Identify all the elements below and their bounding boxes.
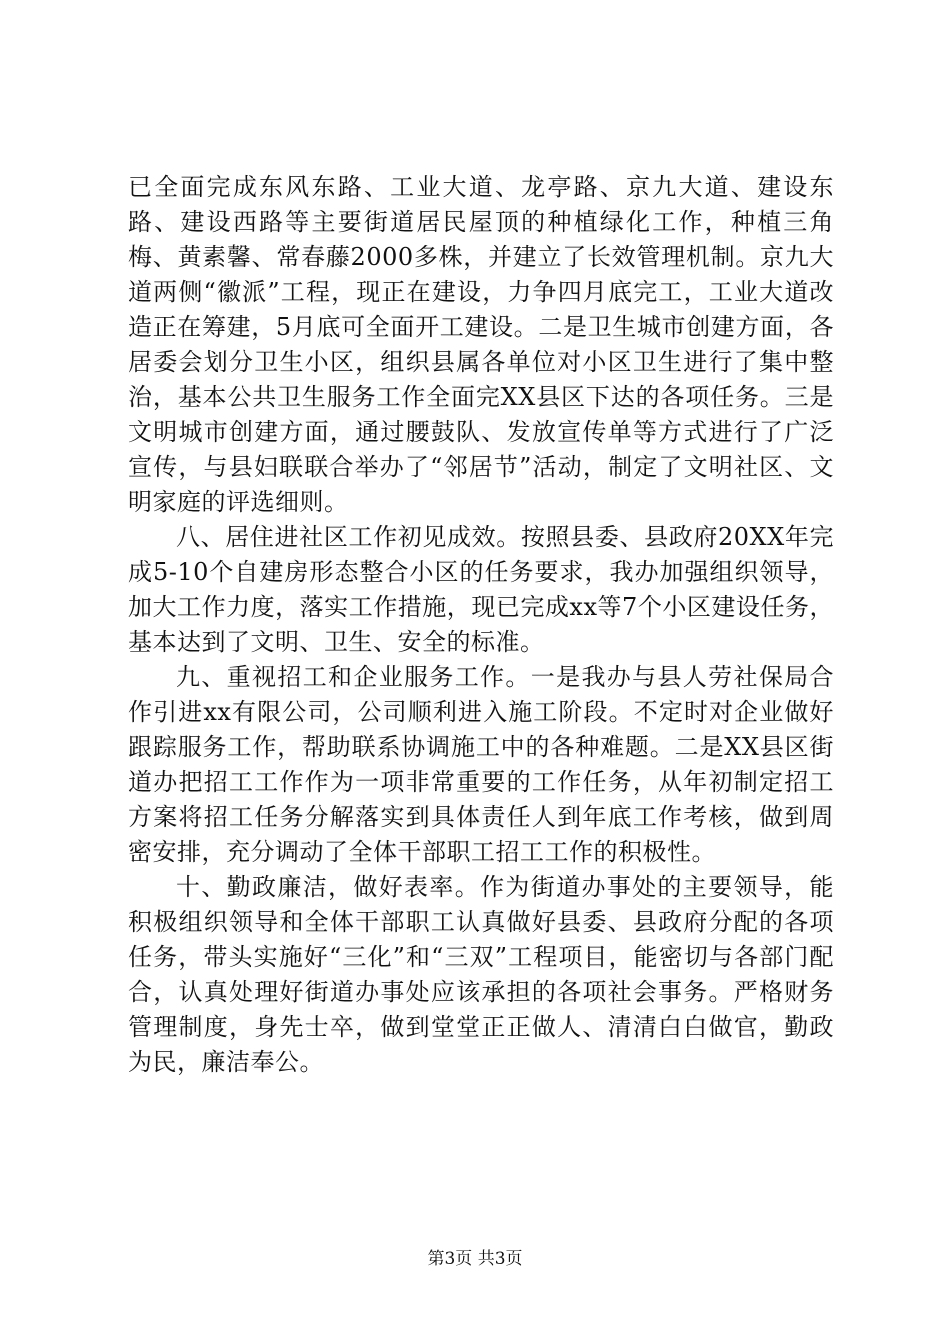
paragraph-section-9: 九、重视招工和企业服务工作。一是我办与县人劳社保局合作引进xx有限公司，公司顺利进入施工阶段。不定时对企业做好跟踪服务工作，帮助联系协调施工中的各种难题。二是XX县区街道办把招工工作作为一项非常重要的工作任务，从年初制定招工方案将招工任务分解落实到具体责任人到年底工作考核，做到周密安排，充分调动了全体干部职工招工工作的积极性。 bbox=[128, 663, 834, 866]
document-body bbox=[128, 170, 834, 1080]
page-footer: 第3页 共3页 bbox=[427, 1249, 523, 1269]
paragraph-continuation: 已全面完成东风东路、工业大道、龙亭路、京九大道、建设东路、建设西路等主要街道居民屋顶的种植绿化工作，种植三角梅、黄素馨、常春藤2000多株，并建立了长效管理机制。京九大道两侧“徽派”工程，现正在建设，力争四月底完工，工业大道改造正在筹建，5月底可全面开工建设。二是卫生城市创建方面，各居委会划分卫生小区，组织县属各单位对小区卫生进行了集中整治，基本公共卫生服务工作全面完XX县区下达的各项任务。三是文明城市创建方面，通过腰鼓队、发放宣传单等方式进行了广泛宣传，与县妇联联合举办了“邻居节”活动，制定了文明社区、文明家庭的评选细则。 bbox=[128, 173, 834, 516]
paragraph-section-10: 十、勤政廉洁，做好表率。作为街道办事处的主要领导，能积极组织领导和全体干部职工认真做好县委、县政府分配的各项任务，带头实施好“三化”和“三双”工程项目，能密切与各部门配合，认真处理好街道办事处应该承担的各项社会事务。严格财务管理制度，身先士卒，做到堂堂正正做人、清清白白做官，勤政为民，廉洁奉公。 bbox=[128, 873, 834, 1076]
paragraph-section-8: 八、居住进社区工作初见成效。按照县委、县政府20XX年完成5-10个自建房形态整合小区的任务要求，我办加强组织领导，加大工作力度，落实工作措施，现已完成xx等7个小区建设任务，基本达到了文明、卫生、安全的标准。 bbox=[128, 523, 834, 656]
